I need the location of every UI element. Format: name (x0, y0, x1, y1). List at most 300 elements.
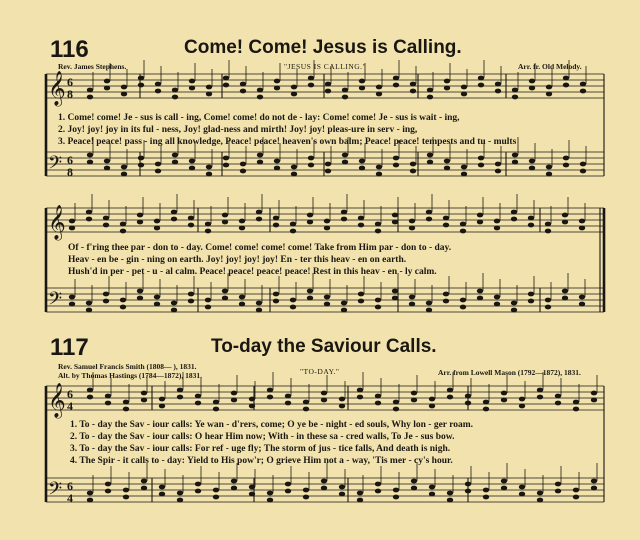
notehead (87, 388, 93, 393)
notehead (342, 160, 348, 165)
notehead (123, 400, 129, 405)
notehead (444, 166, 450, 171)
notehead (171, 308, 177, 313)
notehead (189, 79, 195, 84)
notehead (511, 301, 517, 306)
notehead (285, 401, 291, 406)
notehead (307, 289, 313, 294)
notehead (591, 391, 597, 396)
notehead (562, 296, 568, 301)
notehead (303, 407, 309, 412)
notehead (447, 395, 453, 400)
hymn-117-verse-2: 2. To - day the Sav - iour calls: O hear Him now; With - in these sa - cred walls, To Je - sus bow. (70, 432, 455, 442)
bass-clef-icon: 𝄢 (48, 479, 63, 504)
notehead (478, 83, 484, 88)
notehead (591, 398, 597, 403)
notehead (339, 485, 345, 490)
notehead (239, 219, 245, 224)
notehead (529, 86, 535, 91)
hymn-116-tune-name: "JESUS IS CALLING." (284, 62, 367, 71)
notehead (273, 216, 279, 221)
notehead (249, 485, 255, 490)
notehead (155, 82, 161, 87)
notehead (494, 219, 500, 224)
notehead (501, 391, 507, 396)
notehead (159, 492, 165, 497)
notehead (465, 394, 471, 399)
hymn-117-verse-1: 1. To - day the Sav - iour calls: Ye wan - d'rers, come; O ye be - night - ed souls, Why lon - ger roam. (70, 420, 474, 430)
notehead (104, 79, 110, 84)
notehead (290, 298, 296, 303)
notehead (291, 165, 297, 170)
notehead (519, 397, 525, 402)
notehead (267, 395, 273, 400)
notehead (189, 166, 195, 171)
notehead (195, 482, 201, 487)
notehead (86, 308, 92, 313)
notehead (213, 495, 219, 500)
notehead (137, 289, 143, 294)
notehead (172, 88, 178, 93)
notehead (249, 404, 255, 409)
hymn-116-author: Rev. James Stephens. (58, 62, 127, 71)
notehead (325, 169, 331, 174)
notehead (447, 498, 453, 503)
notehead (206, 165, 212, 170)
notehead (580, 89, 586, 94)
notehead (222, 296, 228, 301)
notehead (359, 159, 365, 164)
bass-clef-icon: 𝄢 (48, 153, 63, 178)
svg-text:4: 4 (67, 399, 73, 413)
treble-clef-icon: 𝄞 (48, 205, 66, 240)
hymn-117-verse-4: 4. The Spir - it calls to - day: Yield to His pow'r; O grieve Him not a - way, 'Tis mer - cy's hour. (70, 456, 453, 466)
notehead (285, 482, 291, 487)
notehead (155, 162, 161, 167)
notehead (249, 397, 255, 402)
notehead (579, 219, 585, 224)
notehead (573, 488, 579, 493)
notehead (86, 217, 92, 222)
hymn-117-tune-name: "TO-DAY." (300, 367, 340, 376)
notehead (501, 486, 507, 491)
notehead (545, 298, 551, 303)
notehead (308, 83, 314, 88)
notehead (285, 394, 291, 399)
notehead (495, 162, 501, 167)
notehead (563, 83, 569, 88)
notehead (120, 229, 126, 234)
notehead (137, 296, 143, 301)
notehead (392, 296, 398, 301)
notehead (231, 486, 237, 491)
notehead (426, 217, 432, 222)
notehead (546, 172, 552, 177)
notehead (460, 305, 466, 310)
notehead (171, 301, 177, 306)
notehead (104, 159, 110, 164)
notehead (206, 92, 212, 97)
notehead (138, 163, 144, 168)
notehead (501, 398, 507, 403)
notehead (375, 482, 381, 487)
notehead (339, 404, 345, 409)
notehead (477, 296, 483, 301)
notehead (222, 289, 228, 294)
notehead (410, 89, 416, 94)
notehead (392, 220, 398, 225)
hymn-116-verse-2-line-2: Heav - en be - gin - ning on earth. Joy! joy! joy! joy! En - ter this heav - en on earth. (68, 255, 407, 265)
notehead (461, 92, 467, 97)
notehead (240, 162, 246, 167)
notehead (376, 165, 382, 170)
notehead (325, 89, 331, 94)
notehead (375, 489, 381, 494)
notehead (324, 219, 330, 224)
staff-116-2-bass (46, 288, 604, 312)
notehead (291, 85, 297, 90)
hymn-116-title: Come! Come! Jesus is Calling. (184, 37, 462, 58)
notehead (188, 299, 194, 304)
notehead (104, 86, 110, 91)
hymn-116-verse-3-line-2: Hush'd in per - pet - u - al calm. Peace! peace! peace! peace! Rest in this heav - en - ly calm. (68, 267, 437, 277)
notehead (303, 400, 309, 405)
notehead (545, 229, 551, 234)
notehead (267, 498, 273, 503)
notehead (138, 76, 144, 81)
notehead (137, 220, 143, 225)
notehead (444, 79, 450, 84)
notehead (494, 226, 500, 231)
notehead (393, 76, 399, 81)
notehead (555, 401, 561, 406)
notehead (240, 89, 246, 94)
notehead (375, 298, 381, 303)
notehead (141, 486, 147, 491)
notehead (273, 299, 279, 304)
notehead (512, 95, 518, 100)
notehead (141, 391, 147, 396)
notehead (443, 216, 449, 221)
notehead (86, 301, 92, 306)
notehead (573, 495, 579, 500)
notehead (267, 388, 273, 393)
notehead (103, 216, 109, 221)
notehead (573, 400, 579, 405)
notehead (429, 492, 435, 497)
notehead (303, 495, 309, 500)
notehead (249, 492, 255, 497)
hymn-117-arranger: Arr. from Lowell Mason (1792—1872), 1831. (438, 368, 581, 377)
notehead (580, 82, 586, 87)
notehead (495, 169, 501, 174)
notehead (205, 222, 211, 227)
notehead (177, 395, 183, 400)
notehead (256, 217, 262, 222)
notehead (562, 213, 568, 218)
notehead (579, 226, 585, 231)
notehead (555, 482, 561, 487)
notehead (393, 488, 399, 493)
notehead (69, 219, 75, 224)
notehead (239, 295, 245, 300)
notehead (321, 398, 327, 403)
notehead (273, 292, 279, 297)
notehead (375, 222, 381, 227)
notehead (444, 86, 450, 91)
notehead (411, 479, 417, 484)
notehead (375, 401, 381, 406)
notehead (528, 299, 534, 304)
notehead (528, 223, 534, 228)
notehead (123, 495, 129, 500)
notehead (172, 153, 178, 158)
notehead (359, 166, 365, 171)
notehead (461, 165, 467, 170)
notehead (537, 491, 543, 496)
notehead (239, 302, 245, 307)
notehead (103, 292, 109, 297)
hymn-116-verse-1-line-2: Of - f'ring thee par - don to - day. Come! come! come! come! Take from Him par - don to - day. (68, 243, 452, 253)
notehead (104, 166, 110, 171)
notehead (87, 395, 93, 400)
notehead (138, 83, 144, 88)
notehead (206, 85, 212, 90)
notehead (121, 92, 127, 97)
hymn-116-verse-3-line-1: 3. Peace! peace! pass - ing all knowledge, Peace! peace! heaven's own balm; Peace! peace! tempests and tu - mults (58, 137, 517, 147)
notehead (137, 213, 143, 218)
notehead (195, 401, 201, 406)
notehead (427, 88, 433, 93)
notehead (307, 296, 313, 301)
notehead (325, 162, 331, 167)
notehead (154, 226, 160, 231)
notehead (123, 488, 129, 493)
notehead (461, 172, 467, 177)
notehead (460, 298, 466, 303)
notehead (274, 166, 280, 171)
notehead (519, 485, 525, 490)
notehead (274, 86, 280, 91)
notehead (411, 398, 417, 403)
notehead (478, 163, 484, 168)
notehead (342, 88, 348, 93)
notehead (529, 166, 535, 171)
notehead (460, 229, 466, 234)
notehead (393, 163, 399, 168)
notehead (447, 491, 453, 496)
notehead (274, 159, 280, 164)
notehead (120, 298, 126, 303)
notehead (171, 210, 177, 215)
notehead (580, 169, 586, 174)
notehead (69, 226, 75, 231)
notehead (562, 220, 568, 225)
notehead (427, 153, 433, 158)
notehead (341, 217, 347, 222)
notehead (443, 292, 449, 297)
notehead (307, 220, 313, 225)
notehead (205, 298, 211, 303)
notehead (410, 162, 416, 167)
notehead (477, 220, 483, 225)
notehead (87, 88, 93, 93)
hymn-116-arranger: Arr. fr. Old Melody. (518, 62, 582, 71)
notehead (324, 226, 330, 231)
notehead (273, 223, 279, 228)
notehead (141, 398, 147, 403)
notehead (477, 289, 483, 294)
hymn-116-verse-1-line-1: 1. Come! come! Je - sus is call - ing, Come! come! do not de - lay: Come! come! Je - sus is wait - ing, (58, 113, 460, 123)
notehead (285, 489, 291, 494)
notehead (483, 400, 489, 405)
notehead (555, 489, 561, 494)
notehead (563, 156, 569, 161)
notehead (177, 491, 183, 496)
notehead (324, 302, 330, 307)
notehead (494, 302, 500, 307)
notehead (341, 301, 347, 306)
hymn-117-number: 117 (50, 334, 89, 361)
notehead (358, 292, 364, 297)
notehead (105, 482, 111, 487)
hymn-116-verse-2-line-1: 2. Joy! joy! joy in its ful - ness, Joy! glad-ness and mirth! Joy! joy! pleas-ure in serv - ing, (58, 125, 418, 135)
notehead (519, 492, 525, 497)
notehead (339, 397, 345, 402)
notehead (291, 172, 297, 177)
bass-clef-icon: 𝄢 (48, 289, 63, 314)
notehead (121, 165, 127, 170)
notehead (341, 308, 347, 313)
notehead (545, 222, 551, 227)
notehead (231, 398, 237, 403)
notehead (563, 163, 569, 168)
notehead (257, 153, 263, 158)
notehead (223, 163, 229, 168)
notehead (213, 488, 219, 493)
notehead (410, 169, 416, 174)
notehead (393, 83, 399, 88)
notehead (511, 217, 517, 222)
notehead (177, 388, 183, 393)
notehead (213, 407, 219, 412)
notehead (478, 76, 484, 81)
notehead (495, 89, 501, 94)
notehead (205, 229, 211, 234)
notehead (528, 292, 534, 297)
notehead (393, 495, 399, 500)
svg-text:6: 6 (67, 75, 73, 89)
notehead (375, 394, 381, 399)
notehead (123, 407, 129, 412)
notehead (529, 79, 535, 84)
notehead (393, 400, 399, 405)
hymn-117-author-line2: Alt. by Thomas Hastings (1784—1872), 1831. (58, 371, 203, 380)
notehead (257, 88, 263, 93)
notehead (465, 401, 471, 406)
svg-text:4: 4 (67, 491, 73, 505)
notehead (426, 301, 432, 306)
notehead (429, 397, 435, 402)
notehead (195, 489, 201, 494)
notehead (138, 156, 144, 161)
notehead (87, 498, 93, 503)
notehead (321, 486, 327, 491)
notehead (324, 295, 330, 300)
notehead (155, 169, 161, 174)
treble-clef-icon: 𝄞 (48, 383, 66, 418)
notehead (303, 488, 309, 493)
notehead (573, 407, 579, 412)
notehead (426, 308, 432, 313)
notehead (579, 302, 585, 307)
notehead (511, 210, 517, 215)
notehead (591, 479, 597, 484)
notehead (591, 486, 597, 491)
notehead (359, 79, 365, 84)
notehead (239, 226, 245, 231)
treble-clef-icon: 𝄞 (48, 71, 66, 106)
svg-text:8: 8 (67, 87, 73, 101)
notehead (341, 210, 347, 215)
notehead (87, 153, 93, 158)
notehead (256, 301, 262, 306)
notehead (537, 395, 543, 400)
notehead (159, 404, 165, 409)
notehead (429, 485, 435, 490)
notehead (359, 86, 365, 91)
svg-text:6: 6 (67, 153, 73, 167)
notehead (188, 223, 194, 228)
notehead (223, 76, 229, 81)
notehead (409, 295, 415, 300)
notehead (501, 479, 507, 484)
notehead (461, 85, 467, 90)
notehead (393, 156, 399, 161)
notehead (393, 407, 399, 412)
notehead (154, 219, 160, 224)
notehead (69, 295, 75, 300)
notehead (159, 397, 165, 402)
staff-116-1-treble (46, 74, 604, 98)
notehead (546, 85, 552, 90)
notehead (188, 216, 194, 221)
notehead (223, 156, 229, 161)
notehead (177, 498, 183, 503)
notehead (409, 219, 415, 224)
notehead (357, 491, 363, 496)
notehead (494, 295, 500, 300)
notehead (154, 302, 160, 307)
notehead (172, 160, 178, 165)
notehead (267, 491, 273, 496)
notehead (563, 76, 569, 81)
notehead (465, 482, 471, 487)
hymn-117-author-line1: Rev. Samuel Francis Smith (1808— ), 1831. (58, 362, 197, 371)
notehead (87, 160, 93, 165)
notehead (375, 229, 381, 234)
notehead (105, 394, 111, 399)
notehead (537, 498, 543, 503)
notehead (231, 391, 237, 396)
notehead (545, 305, 551, 310)
notehead (69, 302, 75, 307)
notehead (409, 226, 415, 231)
hymn-117-title: To-day the Saviour Calls. (211, 336, 437, 357)
notehead (154, 295, 160, 300)
notehead (375, 305, 381, 310)
hymn-116-number: 116 (50, 36, 89, 63)
